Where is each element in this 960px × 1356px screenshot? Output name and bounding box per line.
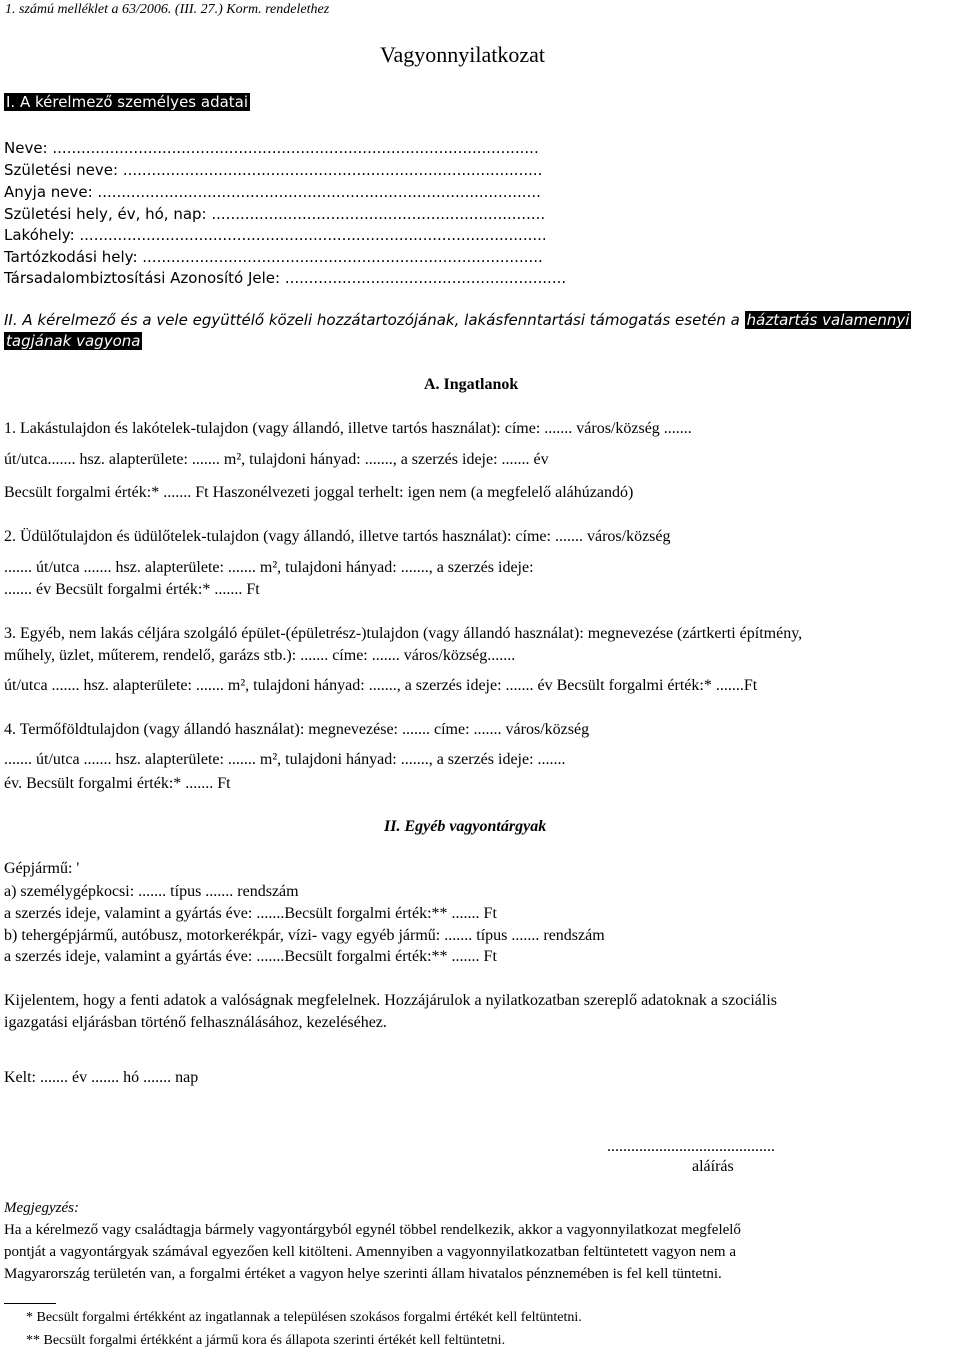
footnote-1: * Becsült forgalmi értékként az ingatlannak a településen szokásos forgalmi értékét kell feltüntetni. [26, 1310, 582, 1325]
field-name: Neve: ...................................................................................................... [4, 139, 539, 157]
vehicle-title: Gépjármű: ' [4, 860, 80, 877]
item2-line1: 2. Üdülőtulajdon és üdülőtelek-tulajdon (vagy állandó, illetve tartós használat): címe: ....... város/község [4, 528, 671, 545]
vehicle-other-line1: b) tehergépjármű, autóbusz, motorkerékpár, vízi- vagy egyéb jármű: ....... típus ....... rendszám [4, 927, 605, 944]
item4-line1: 4. Termőföldtulajdon (vagy állandó használat): megnevezése: ....... címe: ....... város/község [4, 721, 590, 738]
item2-line2: ....... út/utca ....... hsz. alapterülete: ....... m², tulajdoni hányad: ......., a szerzés ideje: [4, 559, 534, 576]
signature-line: .......................................... [607, 1138, 775, 1155]
note-line1: Ha a kérelmező vagy családtagja bármely vagyontárgyból egynél többel rendelkezik, akkor a vagyonnyilatkozat megfelelő [4, 1222, 741, 1238]
header-note: 1. számú melléklet a 63/2006. (III. 27.) Korm. rendelethez [5, 2, 330, 17]
footnote-divider [4, 1303, 56, 1304]
field-stay-place: Tartózkodási hely: .................................................................................... [4, 248, 543, 266]
vehicle-other-line2: a szerzés ideje, valamint a gyártás éve: .......Becsült forgalmi érték:** ....... Ft [4, 948, 497, 965]
item3-line2: műhely, üzlet, műterem, rendelő, garázs stb.): ....... címe: ....... város/község....... [4, 647, 516, 664]
field-taj: Társadalombiztosítási Azonosító Jele: ........................................................... [4, 269, 567, 287]
section-other-assets: II. Egyéb vagyontárgyak [384, 818, 547, 835]
vehicle-car-line2: a szerzés ideje, valamint a gyártás éve: .......Becsült forgalmi érték:** ....... Ft [4, 905, 497, 922]
item3-line1: 3. Egyéb, nem lakás céljára szolgáló épület-(épületrész-)tulajdon (vagy állandó használat): megnevezése (zártkerti építmény, [4, 625, 803, 642]
item1-line1: 1. Lakástulajdon és lakótelek-tulajdon (vagy állandó, illetve tartós használat): címe: ....... város/község ....... [4, 420, 692, 437]
item4-line3: év. Becsült forgalmi érték:* ....... Ft [4, 775, 231, 792]
vehicle-car-line1: a) személygépkocsi: ....... típus ....... rendszám [4, 883, 299, 900]
section-1-title: I. A kérelmező személyes adatai [6, 93, 249, 111]
declaration-line1: Kijelentem, hogy a fenti adatok a valóságnak megfelelnek. Hozzájárulok a nyilatkozatban szereplő adatoknak a szociális [4, 992, 778, 1009]
subsection-real-estate: A. Ingatlanok [424, 376, 519, 393]
section-2-title-line1: II. A kérelmező és a vele együttélő közeli hozzátartozójának, lakásfenntartási támogatás esetén a háztartás valamennyi [4, 311, 910, 329]
item1-line2: út/utca....... hsz. alapterülete: ....... m², tulajdoni hányad: ......., a szerzés ideje: ....... év [4, 451, 549, 468]
note-line2: pontját a vagyontárgyak számával egyezően kell kitölteni. Amennyiben a vagyonnyilatkozatban feltüntetett vagyon nem a [4, 1244, 736, 1260]
item1-line3: Becsült forgalmi érték:* ....... Ft Haszonélvezeti joggal terhelt: igen nem (a megfelelő aláhúzandó) [4, 484, 634, 501]
item4-line2: ....... út/utca ....... hsz. alapterülete: ....... m², tulajdoni hányad: ......., a szerzés ideje: ....... [4, 751, 566, 768]
field-birth-name: Születési neve: ........................................................................................ [4, 161, 543, 179]
field-birth-place-date: Születési hely, év, hó, nap: ...................................................................... [4, 205, 546, 223]
note-line3: Magyarország területén van, a forgalmi értéket a vagyon helye szerinti állam hivatalos pénznemében is fel kell tüntetni. [4, 1266, 722, 1282]
declaration-line2: igazgatási eljárásban történő felhasználásához, kezeléséhez. [4, 1014, 387, 1031]
section-2-title-line2: tagjának vagyona [6, 332, 141, 350]
item3-line3: út/utca ....... hsz. alapterülete: ....... m², tulajdoni hányad: ......., a szerzés ideje: ....... év Becsült forgalmi érték:* .......Ft [4, 677, 758, 694]
item2-line3: ....... év Becsült forgalmi érték:* ....... Ft [4, 581, 260, 598]
document-title: Vagyonnyilatkozat [380, 42, 545, 67]
field-mother-name: Anyja neve: ............................................................................................. [4, 183, 541, 201]
footnote-2: ** Becsült forgalmi értékként a jármű kora és állapota szerinti értékét kell feltüntetni. [26, 1333, 506, 1348]
signature-label: aláírás [692, 1158, 734, 1175]
kelt-date-line: Kelt: ....... év ....... hó ....... nap [4, 1069, 199, 1086]
field-residence: Lakóhely: .................................................................................................. [4, 226, 547, 244]
note-title: Megjegyzés: [4, 1200, 79, 1216]
